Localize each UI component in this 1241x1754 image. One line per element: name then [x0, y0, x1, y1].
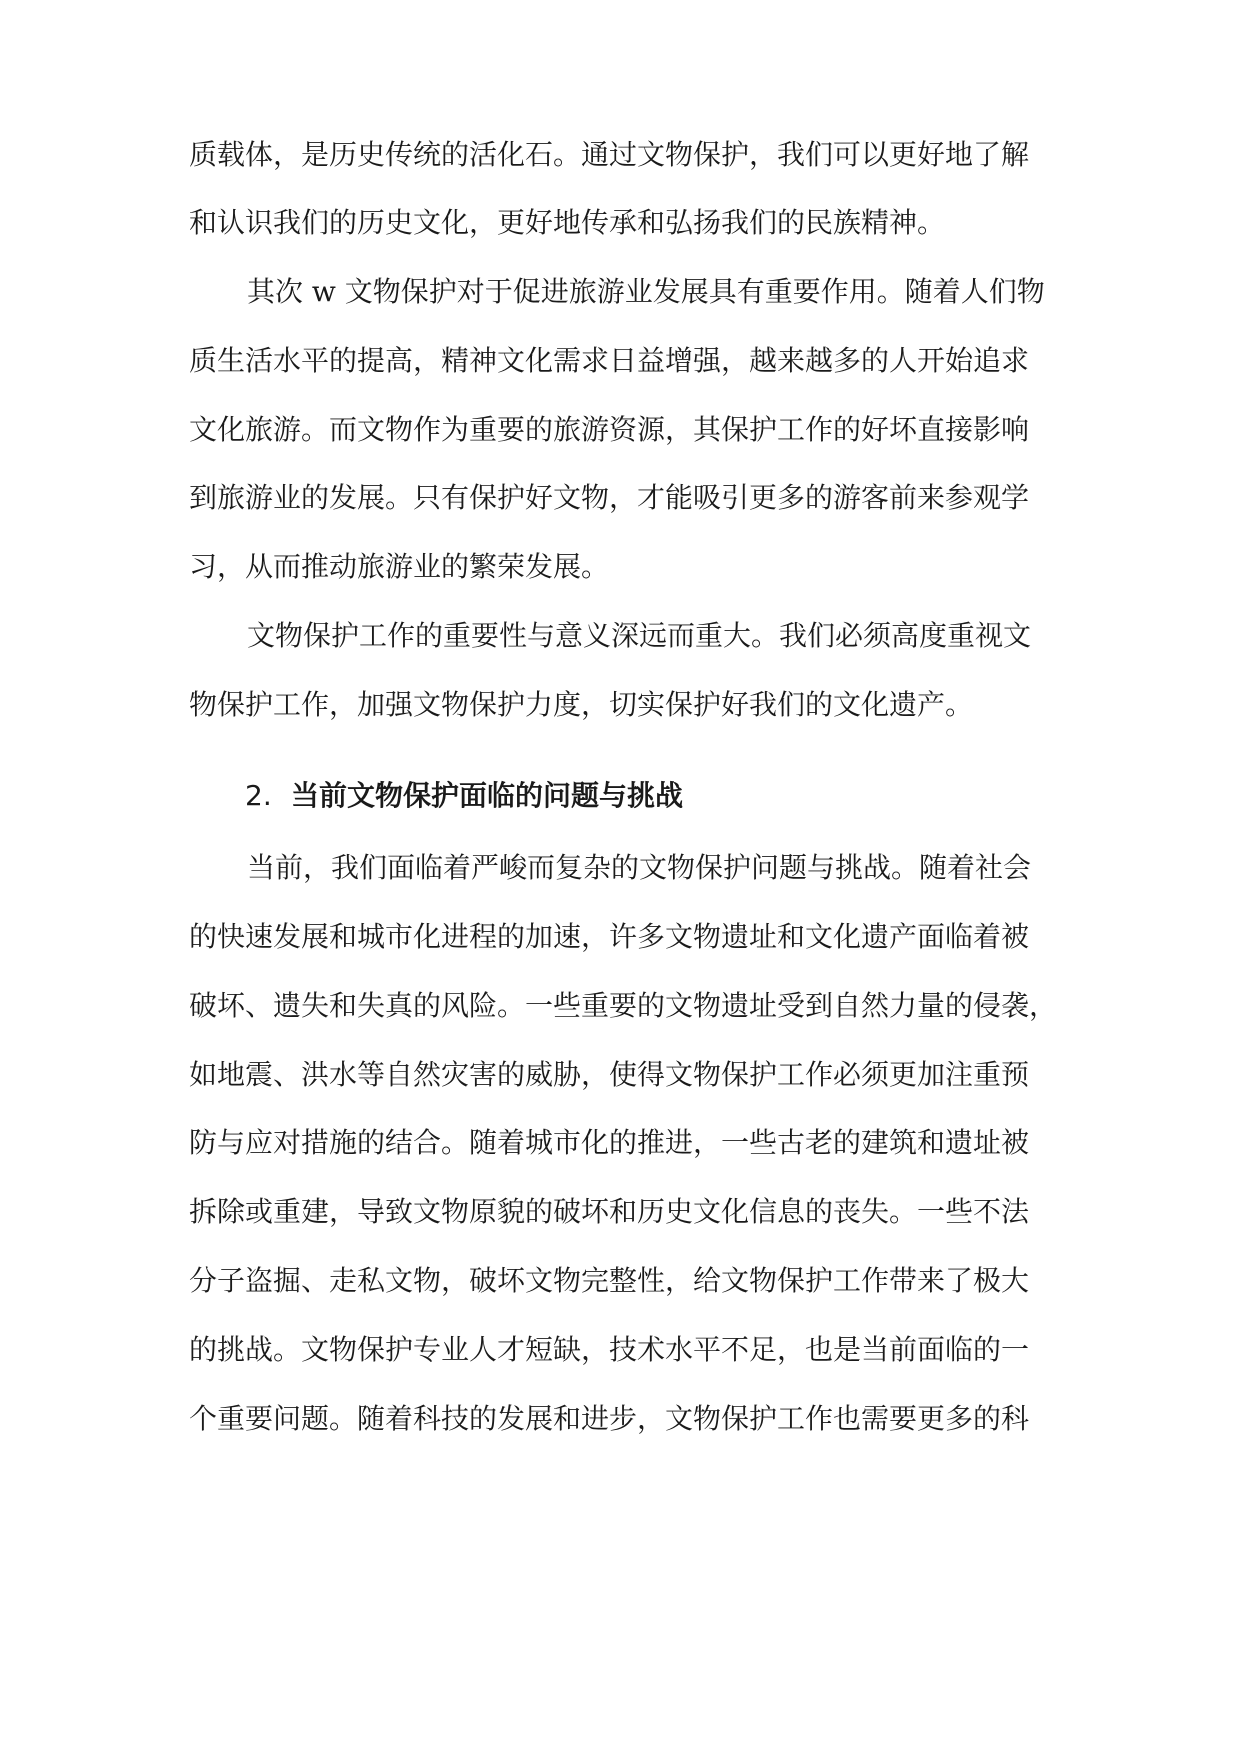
paragraph-line: 文物保护工作的重要性与意义深远而重大。我们必须高度重视文 — [247, 619, 1032, 652]
paragraph-line: 防与应对措施的结合。随着城市化的推进，一些古老的建筑和遗址被 — [189, 1126, 1030, 1159]
paragraph-line: 分子盗掘、走私文物，破坏文物完整性，给文物保护工作带来了极大 — [189, 1264, 1030, 1297]
paragraph-line: 拆除或重建，导致文物原貌的破坏和历史文化信息的丧失。一些不法 — [189, 1195, 1030, 1228]
paragraph-line: 质生活水平的提高，精神文化需求日益增强，越来越多的人开始追求 — [189, 344, 1030, 377]
paragraph-line: 到旅游业的发展。只有保护好文物，才能吸引更多的游客前来参观学 — [189, 481, 1030, 514]
paragraph-line: 和认识我们的历史文化，更好地传承和弘扬我们的民族精神。 — [189, 206, 946, 239]
section-number: 2. — [245, 779, 272, 812]
paragraph-line: 其次 w 文物保护对于促进旅游业发展具有重要作用。随着人们物 — [247, 275, 1045, 308]
paragraph-line: 个重要问题。随着科技的发展和进步，文物保护工作也需要更多的科 — [189, 1402, 1030, 1435]
paragraph-line: 破坏、遗失和失真的风险。一些重要的文物遗址受到自然力量的侵袭， — [189, 989, 1058, 1022]
paragraph-line: 的快速发展和城市化进程的加速，许多文物遗址和文化遗产面临着被 — [189, 920, 1030, 953]
section-title: 当前文物保护面临的问题与挑战 — [291, 779, 684, 812]
section-heading — [245, 776, 683, 816]
paragraph-line: 质载体，是历史传统的活化石。通过文物保护，我们可以更好地了解 — [189, 138, 1030, 171]
paragraph-line: 习，从而推动旅游业的繁荣发展。 — [189, 550, 610, 583]
paragraph-line: 如地震、洪水等自然灾害的威胁，使得文物保护工作必须更加注重预 — [189, 1058, 1030, 1091]
paragraph-line: 当前，我们面临着严峻而复杂的文物保护问题与挑战。随着社会 — [247, 851, 1032, 884]
paragraph-line: 物保护工作，加强文物保护力度，切实保护好我们的文化遗产。 — [189, 688, 974, 721]
paragraph-line: 文化旅游。而文物作为重要的旅游资源，其保护工作的好坏直接影响 — [189, 413, 1030, 446]
paragraph-line: 的挑战。文物保护专业人才短缺，技术水平不足，也是当前面临的一 — [189, 1333, 1030, 1366]
